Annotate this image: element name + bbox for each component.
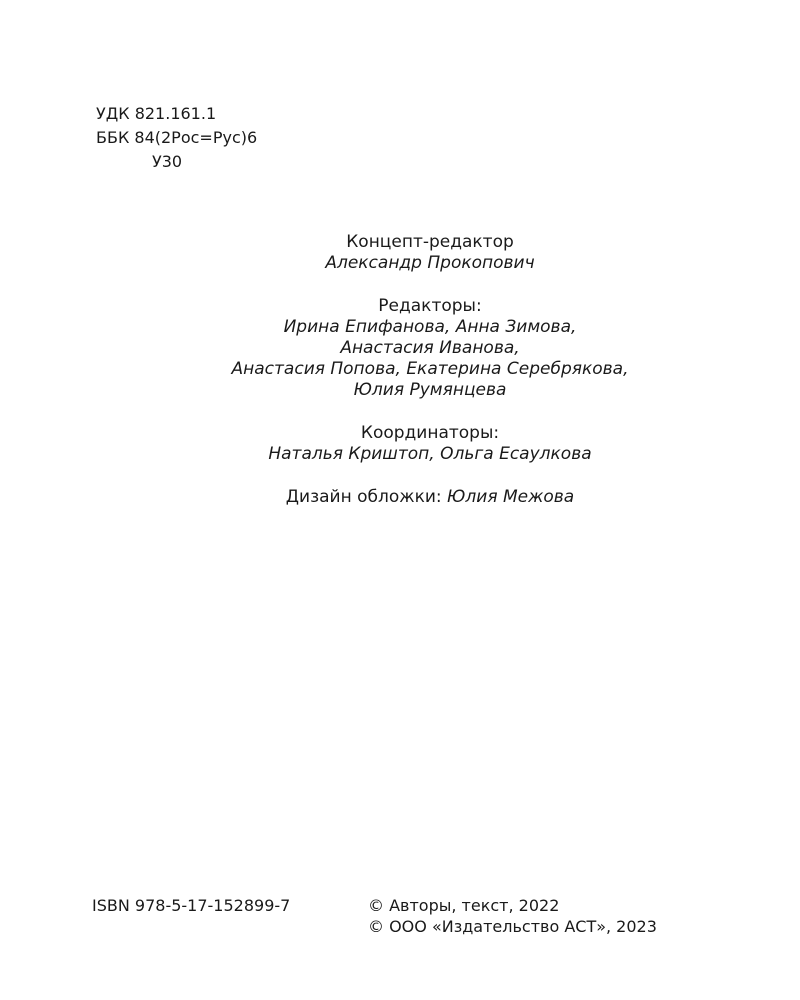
isbn: ISBN 978-5-17-152899-7 — [92, 896, 291, 915]
editors-line: Анастасия Иванова, — [340, 338, 520, 358]
cover-design-name: Юлия Межова — [447, 487, 575, 507]
editors-line: Юлия Румянцева — [353, 380, 507, 400]
concept-editor-block — [0, 232, 800, 274]
coordinators-role: Координаторы: — [360, 423, 500, 443]
copyright-publisher: © ООО «Издательство АСТ», 2023 — [368, 917, 657, 936]
author-mark: У30 — [152, 152, 183, 171]
concept-editor-role: Концепт-редактор — [346, 232, 514, 252]
bbk-code: ББК 84(2Рос=Рус)6 — [96, 128, 258, 147]
udk-code: УДК 821.161.1 — [96, 104, 217, 123]
copyright-authors: © Авторы, текст, 2022 — [368, 896, 560, 915]
cover-design-block — [0, 487, 800, 508]
editors-role: Редакторы: — [378, 296, 482, 316]
editors-block — [0, 296, 800, 401]
credits — [0, 232, 800, 530]
catalog-codes — [96, 102, 257, 174]
coordinators-names: Наталья Криштоп, Ольга Есаулкова — [268, 444, 592, 464]
copyrights — [368, 895, 657, 937]
cover-design-role: Дизайн обложки: — [285, 487, 442, 507]
concept-editor-name: Александр Прокопович — [325, 253, 535, 273]
coordinators-block — [0, 423, 800, 465]
editors-line: Ирина Епифанова, Анна Зимова, — [283, 317, 577, 337]
editors-line: Анастасия Попова, Екатерина Серебрякова, — [231, 359, 629, 379]
